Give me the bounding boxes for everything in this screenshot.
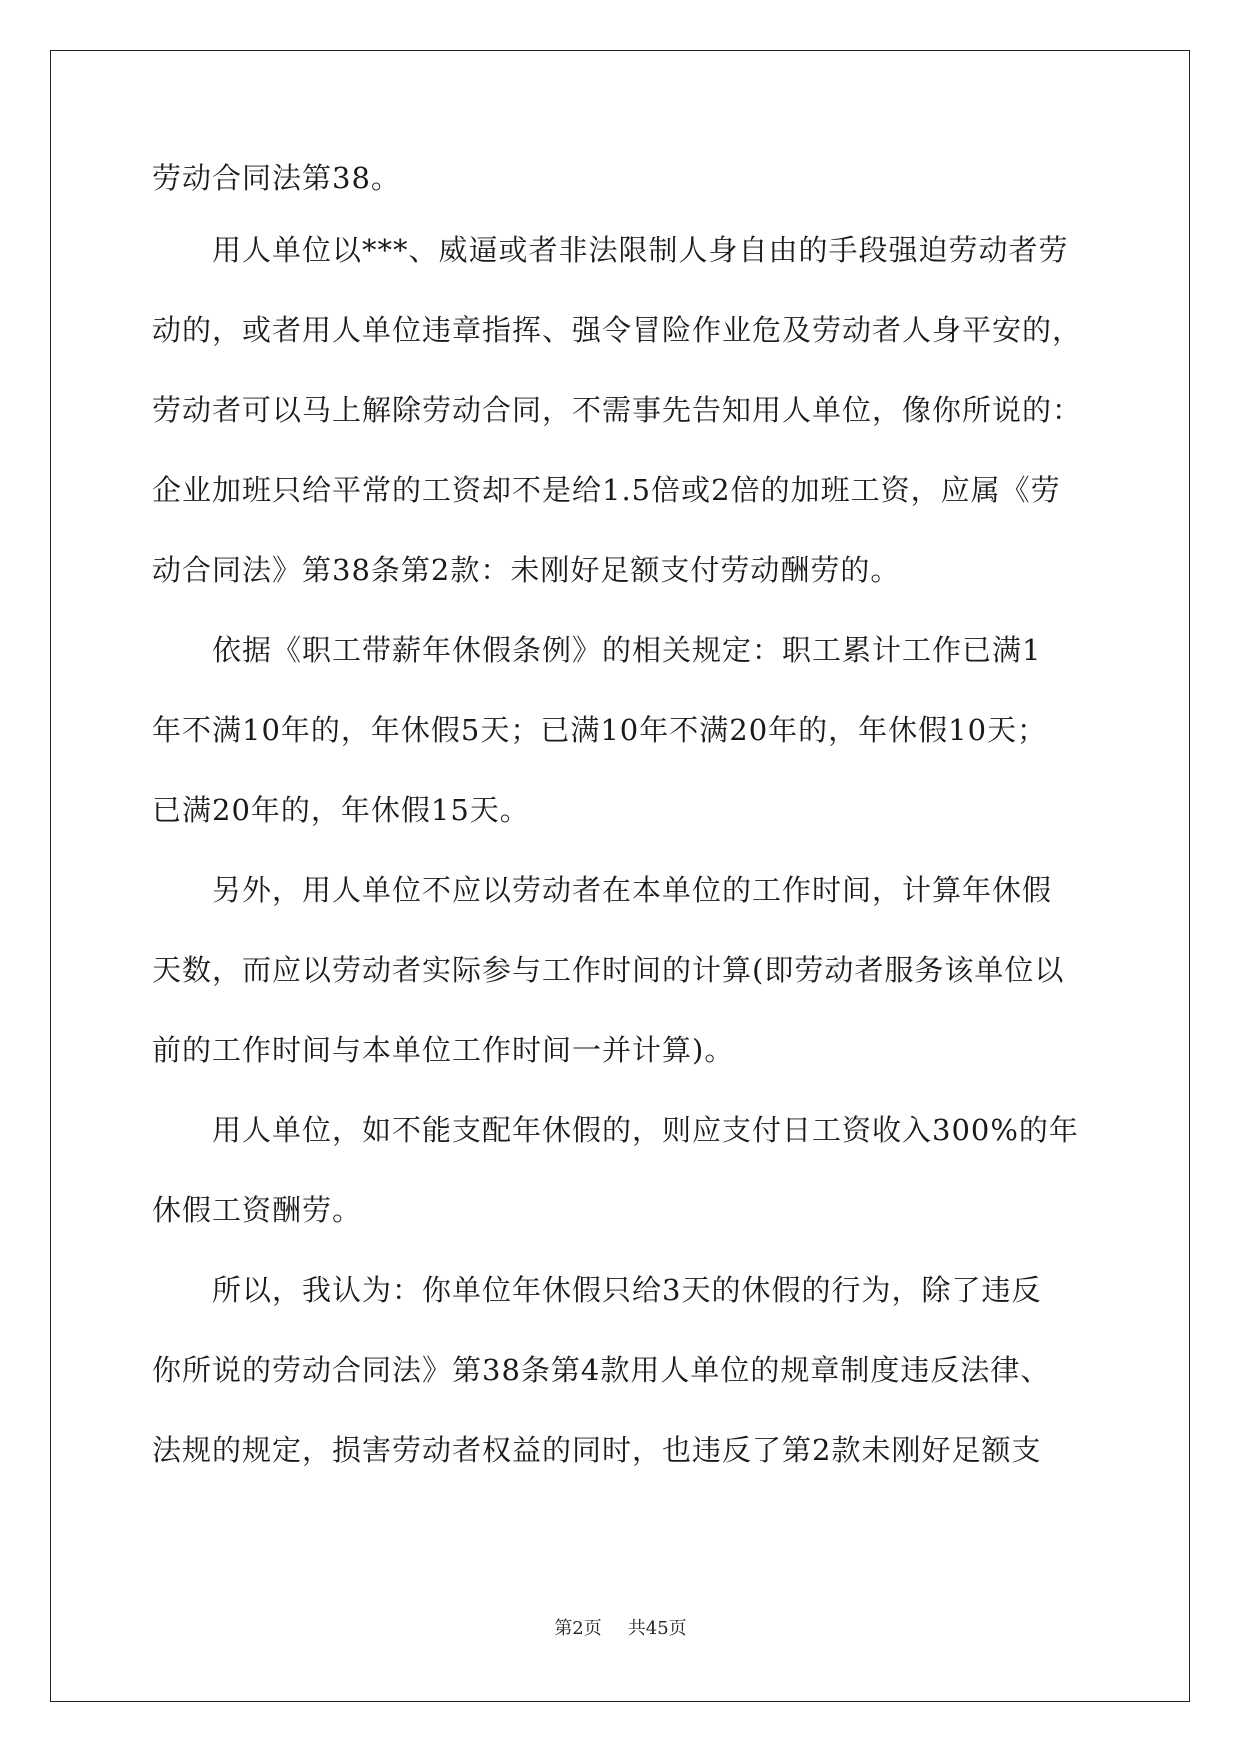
paragraph-first-line: 用人单位以***、威逼或者非法限制人身自由的手段强迫劳动者劳: [212, 233, 1069, 267]
text-line: 劳动者可以马上解除劳动合同，不需事先告知用人单位，像你所说的：: [152, 393, 1083, 427]
text-line: 已满20年的，年休假15天。: [152, 793, 530, 827]
page-footer: [0, 1614, 1241, 1640]
paragraph-first-line: 依据《职工带薪年休假条例》的相关规定：职工累计工作已满1: [212, 633, 1042, 667]
text-line: 法规的规定，损害劳动者权益的同时，也违反了第2款未刚好足额支: [152, 1433, 1042, 1467]
text-line: 天数，而应以劳动者实际参与工作时间的计算(即劳动者服务该单位以: [152, 953, 1065, 987]
page-number: 第2页: [554, 1618, 602, 1639]
text-line: 你所说的劳动合同法》第38条第4款用人单位的规章制度违反法律、: [152, 1353, 1051, 1387]
text-line: 年不满10年的，年休假5天；已满10年不满20年的，年休假10天；: [152, 713, 1048, 747]
paragraph-first-line: 另外，用人单位不应以劳动者在本单位的工作时间，计算年休假: [212, 873, 1053, 907]
paragraph-first-line: 所以，我认为：你单位年休假只给3天的休假的行为，除了违反: [212, 1273, 1042, 1307]
text-line: 企业加班只给平常的工资却不是给1.5倍或2倍的加班工资，应属《劳: [152, 473, 1061, 507]
text-line: 劳动合同法第38。: [152, 161, 401, 195]
text-line: 前的工作时间与本单位工作时间一并计算)。: [152, 1033, 735, 1067]
paragraph-first-line: 用人单位，如不能支配年休假的，则应支付日工资收入300%的年: [212, 1113, 1079, 1147]
text-line: 休假工资酬劳。: [152, 1193, 363, 1227]
text-line: 动的，或者用人单位违章指挥、强令冒险作业危及劳动者人身平安的，: [152, 313, 1083, 347]
page-total: 共45页: [627, 1618, 687, 1639]
text-line: 动合同法》第38条第2款：未刚好足额支付劳动酬劳的。: [152, 553, 901, 587]
